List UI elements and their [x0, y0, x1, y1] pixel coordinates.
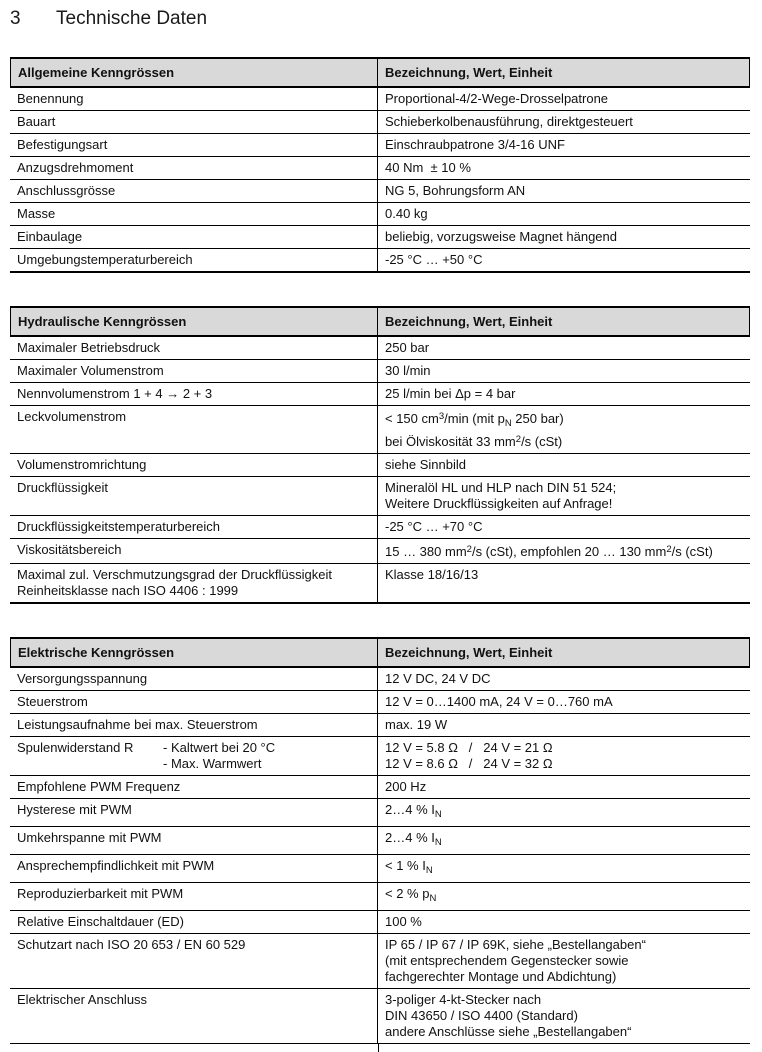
- cell-line: [385, 756, 742, 772]
- table-allgemeine-kenngroessen: [10, 57, 750, 273]
- section-heading: [10, 8, 750, 30]
- cell-line: [385, 937, 742, 953]
- row-label-cell: [10, 406, 378, 453]
- cell-line: [385, 229, 742, 245]
- cell-line: [385, 1024, 742, 1040]
- cell-line: [17, 914, 369, 930]
- cell-line: [385, 858, 742, 879]
- cell-line: [17, 583, 369, 599]
- table-row: [10, 406, 750, 454]
- table-row: [10, 737, 750, 776]
- table-row: [10, 226, 750, 249]
- cell-line: [17, 756, 369, 772]
- table-row: [10, 360, 750, 383]
- cell-line: [17, 409, 369, 425]
- cell-line: [17, 830, 369, 846]
- text-segment: /min (mit p: [444, 411, 505, 426]
- cell-line: [17, 694, 369, 710]
- table-row: [10, 668, 750, 691]
- text-segment: < 2 % p: [385, 886, 430, 901]
- table-header-left: Allgemeine Kenngrössen: [11, 59, 378, 86]
- table-header-row: [10, 57, 750, 88]
- table-row: [10, 477, 750, 516]
- text-segment: /s (cSt): [521, 434, 563, 449]
- cell-line: [17, 137, 369, 153]
- row-label-cell: [10, 516, 378, 538]
- row-value-cell: [378, 737, 750, 775]
- row-value-cell: [378, 249, 750, 271]
- text-segment: 15 … 380 mm: [385, 544, 467, 559]
- text-segment: beliebig, vorzugsweise Magnet hängend: [385, 229, 617, 244]
- cell-line: [17, 717, 369, 733]
- row-label-cell: [10, 454, 378, 476]
- text-segment: 2…4 % I: [385, 802, 435, 817]
- text-segment: Nennvolumenstrom 1 + 4 → 2 + 3: [17, 386, 213, 401]
- row-label-cell: [10, 477, 378, 515]
- text-segment: fachgerechter Montage und Abdichtung): [385, 969, 617, 984]
- text-segment: Relative Einschaltdauer (ED): [17, 914, 184, 929]
- section-title: Technische Daten: [56, 8, 208, 29]
- cell-line: [385, 519, 742, 535]
- cell-line: [385, 953, 742, 969]
- cell-line: [17, 183, 369, 199]
- row-label-cell: [10, 226, 378, 248]
- table-row: [10, 180, 750, 203]
- table-row: [10, 799, 750, 827]
- section-number: 3: [10, 8, 21, 29]
- cell-line: [385, 802, 742, 823]
- row-label-cell: [10, 989, 378, 1043]
- cell-line: [17, 886, 369, 902]
- row-label-cell: [10, 157, 378, 179]
- text-segment: Ansprechempfindlichkeit mit PWM: [17, 858, 215, 873]
- row-label-cell: [10, 827, 378, 854]
- cell-line: [17, 671, 369, 687]
- table-row: [10, 383, 750, 406]
- text-segment: -25 °C … +50 °C: [385, 252, 483, 267]
- row-label-cell: [10, 539, 378, 563]
- text-segment: N: [425, 865, 433, 876]
- row-value-cell: [378, 383, 750, 405]
- row-label-cell: [10, 691, 378, 713]
- row-value-cell: [378, 454, 750, 476]
- table-row: [10, 714, 750, 737]
- table-row: [10, 855, 750, 883]
- text-segment: 12 V = 0…1400 mA, 24 V = 0…760 mA: [385, 694, 613, 709]
- text-segment: Mineralöl HL und HLP nach DIN 51 524;: [385, 480, 617, 495]
- text-segment: /s (cSt), empfohlen 20 … 130 mm: [471, 544, 667, 559]
- cell-line: [385, 886, 742, 907]
- cell-line: [17, 519, 369, 535]
- text-segment: 2…4 % I: [385, 830, 435, 845]
- cell-line: [17, 91, 369, 107]
- table-body: [10, 88, 750, 273]
- table-header-right: Bezeichnung, Wert, Einheit: [385, 645, 553, 660]
- row-label-cell: [10, 799, 378, 826]
- cell-line: [17, 937, 369, 953]
- table-header-row: [10, 306, 750, 337]
- table-row: [10, 883, 750, 911]
- cell-line: [17, 206, 369, 222]
- text-segment: 0.40 kg: [385, 206, 428, 221]
- table-row: [10, 827, 750, 855]
- text-segment: Hysterese mit PWM: [17, 802, 132, 817]
- row-label-cell: [10, 855, 378, 882]
- text-segment: 2: [466, 544, 472, 555]
- table-header-right: Bezeichnung, Wert, Einheit: [385, 65, 553, 80]
- text-segment: (mit entsprechendem Gegenstecker sowie: [385, 953, 629, 968]
- row-label-cell: [10, 134, 378, 156]
- table-row: [10, 134, 750, 157]
- cell-line: [17, 542, 369, 558]
- table-row: [10, 157, 750, 180]
- cell-line: [385, 363, 742, 379]
- text-segment: 3: [438, 411, 445, 422]
- text-segment: andere Anschlüsse siehe „Bestellangaben“: [385, 1024, 632, 1039]
- row-value-cell: [378, 477, 750, 515]
- table-row: [10, 776, 750, 799]
- table-row: [10, 337, 750, 360]
- cell-line: [385, 1008, 742, 1024]
- text-segment: N: [429, 893, 437, 904]
- cell-line: [385, 114, 742, 130]
- text-segment: N: [504, 418, 512, 429]
- text-segment: Elektrischer Anschluss: [17, 992, 148, 1007]
- text-segment: 30 l/min: [385, 363, 431, 378]
- table-row: [10, 691, 750, 714]
- row-value-cell: [378, 827, 750, 854]
- text-segment: Maximaler Betriebsdruck: [17, 340, 161, 355]
- row-value-cell: [378, 989, 750, 1043]
- row-label-cell: [10, 88, 378, 110]
- text-segment: 3-poliger 4-kt-Stecker nach: [385, 992, 542, 1007]
- text-segment: -25 °C … +70 °C: [385, 519, 483, 534]
- row-value-cell: [378, 226, 750, 248]
- table-row: [10, 203, 750, 226]
- table-row: [10, 88, 750, 111]
- text-segment: NG 5, Bohrungsform AN: [385, 183, 526, 198]
- row-value-cell: [378, 934, 750, 988]
- text-segment: Druckflüssigkeit: [17, 480, 109, 495]
- cell-line: [17, 802, 369, 818]
- row-value-cell: [378, 799, 750, 826]
- row-value-cell: [378, 911, 750, 933]
- row-value-cell: [378, 714, 750, 736]
- table-body: [10, 337, 750, 604]
- table-row: [10, 516, 750, 539]
- text-segment: - Max. Warmwert: [163, 756, 262, 771]
- text-segment: Maximal zul. Verschmutzungsgrad der Druckflüssigkeit: [17, 567, 333, 582]
- text-segment: < 150 cm: [385, 411, 439, 426]
- cell-line: [385, 694, 742, 710]
- text-segment: N: [434, 837, 442, 848]
- cell-line: [385, 480, 742, 496]
- row-label-cell: [10, 383, 378, 405]
- cell-line: [385, 914, 742, 930]
- row-value-cell: [378, 337, 750, 359]
- table-row: [10, 249, 750, 273]
- row-label-cell: [10, 668, 378, 690]
- row-value-cell: [378, 668, 750, 690]
- cell-line: [385, 160, 742, 176]
- cell-line: [385, 830, 742, 851]
- table-hydraulische-kenngroessen: [10, 306, 750, 604]
- text-segment: < 1 % I: [385, 858, 426, 873]
- row-label-cell: [10, 714, 378, 736]
- text-segment: Viskositätsbereich: [17, 542, 122, 557]
- text-segment: 12 V = 8.6 Ω / 24 V = 32 Ω: [385, 756, 553, 771]
- row-value-cell: [378, 539, 750, 563]
- text-segment: Versorgungsspannung: [17, 671, 148, 686]
- cell-line: [17, 858, 369, 874]
- cell-line: [385, 542, 742, 560]
- table-header-row: [10, 637, 750, 668]
- cell-line: [17, 252, 369, 268]
- text-segment: 12 V = 5.8 Ω / 24 V = 21 Ω: [385, 740, 553, 755]
- text-segment: 250 bar: [385, 340, 430, 355]
- table-body: [10, 668, 750, 1044]
- text-segment: Reinheitsklasse nach ISO 4406 : 1999: [17, 583, 239, 598]
- text-segment: Proportional-4/2-Wege-Drosselpatrone: [385, 91, 609, 106]
- table-row: [10, 111, 750, 134]
- cell-line: [385, 91, 742, 107]
- cell-line: [17, 567, 369, 583]
- row-label-cell: [10, 360, 378, 382]
- text-segment: Steuerstrom: [17, 694, 88, 709]
- text-segment: siehe Sinnbild: [385, 457, 466, 472]
- row-value-cell: [378, 564, 750, 602]
- text-segment: Klasse 18/16/13: [385, 567, 479, 582]
- cell-line: [385, 252, 742, 268]
- table-elektrische-kenngroessen: [10, 637, 750, 1044]
- text-segment: /s (cSt): [671, 544, 713, 559]
- row-value-cell: [378, 111, 750, 133]
- cell-line: [17, 457, 369, 473]
- text-segment: Volumenstromrichtung: [17, 457, 147, 472]
- text-segment: max. 19 W: [385, 717, 448, 732]
- cell-line: [17, 340, 369, 356]
- cell-line: [17, 740, 369, 756]
- text-segment: 100 %: [385, 914, 422, 929]
- table-row: [10, 911, 750, 934]
- row-label-cell: [10, 737, 378, 775]
- cell-line: [17, 480, 369, 496]
- text-segment: Spulenwiderstand R: [17, 740, 134, 755]
- text-segment: Befestigungsart: [17, 137, 108, 152]
- row-label-cell: [10, 203, 378, 225]
- text-segment: Einbaulage: [17, 229, 83, 244]
- text-segment: bei Ölviskosität 33 mm: [385, 434, 516, 449]
- table-row: [10, 564, 750, 604]
- row-label-cell: [10, 934, 378, 988]
- row-value-cell: [378, 88, 750, 110]
- row-value-cell: [378, 691, 750, 713]
- row-label-cell: [10, 776, 378, 798]
- cell-line: [17, 386, 369, 402]
- text-segment: Druckflüssigkeitstemperaturbereich: [17, 519, 221, 534]
- cell-line: [385, 969, 742, 985]
- text-segment: Reproduzierbarkeit mit PWM: [17, 886, 184, 901]
- cell-line: [17, 779, 369, 795]
- text-segment: Benennung: [17, 91, 84, 106]
- cell-line: [17, 160, 369, 176]
- row-value-cell: [378, 134, 750, 156]
- cell-line: [385, 432, 742, 450]
- cell-line: [385, 183, 742, 199]
- text-segment: Schutzart nach ISO 20 653 / EN 60 529: [17, 937, 246, 952]
- text-segment: - Kaltwert bei 20 °C: [163, 740, 276, 755]
- cell-line: [385, 567, 742, 583]
- row-label-cell: [10, 911, 378, 933]
- cell-line: [385, 137, 742, 153]
- text-segment: 250 bar): [511, 411, 564, 426]
- cell-line: [385, 740, 742, 756]
- text-segment: Schieberkolbenausführung, direktgesteuert: [385, 114, 633, 129]
- text-segment: Bauart: [17, 114, 56, 129]
- text-segment: Einschraubpatrone 3/4-16 UNF: [385, 137, 565, 152]
- text-segment: DIN 43650 / ISO 4400 (Standard): [385, 1008, 578, 1023]
- text-segment: Leckvolumenstrom: [17, 409, 127, 424]
- text-segment: N: [434, 809, 442, 820]
- cell-line: [385, 671, 742, 687]
- table-row: [10, 539, 750, 564]
- text-segment: Umgebungstemperaturbereich: [17, 252, 193, 267]
- row-label-cell: [10, 883, 378, 910]
- cell-line: [385, 457, 742, 473]
- cell-line: [385, 340, 742, 356]
- cell-line: [385, 409, 742, 432]
- text-segment: 12 V DC, 24 V DC: [385, 671, 491, 686]
- row-value-cell: [378, 157, 750, 179]
- row-label-cell: [10, 337, 378, 359]
- row-value-cell: [378, 855, 750, 882]
- row-value-cell: [378, 203, 750, 225]
- text-segment: Empfohlene PWM Frequenz: [17, 779, 181, 794]
- row-label-cell: [10, 564, 378, 602]
- row-value-cell: [378, 776, 750, 798]
- table-header-right: Bezeichnung, Wert, Einheit: [385, 314, 553, 329]
- row-label-cell: [10, 111, 378, 133]
- text-segment: 2: [666, 544, 672, 555]
- text-segment: Weitere Druckflüssigkeiten auf Anfrage!: [385, 496, 613, 511]
- text-segment: Anschlussgrösse: [17, 183, 116, 198]
- text-segment: 40 Nm ± 10 %: [385, 160, 471, 175]
- row-value-cell: [378, 883, 750, 910]
- row-value-cell: [378, 406, 750, 453]
- text-segment: Maximaler Volumenstrom: [17, 363, 164, 378]
- text-segment: IP 65 / IP 67 / IP 69K, siehe „Bestellangaben“: [385, 937, 646, 952]
- cell-line: [17, 114, 369, 130]
- text-segment: Masse: [17, 206, 56, 221]
- table-row: [10, 934, 750, 989]
- text-segment: 2: [515, 434, 522, 445]
- text-segment: 200 Hz: [385, 779, 427, 794]
- table-row: [10, 989, 750, 1044]
- row-value-cell: [378, 516, 750, 538]
- table-row: [10, 454, 750, 477]
- text-segment: 25 l/min bei Δp = 4 bar: [385, 386, 516, 401]
- row-value-cell: [378, 360, 750, 382]
- text-segment: Anzugsdrehmoment: [17, 160, 134, 175]
- cell-line: [17, 992, 369, 1008]
- table-header-left: Elektrische Kenngrössen: [11, 639, 378, 666]
- cell-line: [17, 363, 369, 379]
- text-segment: Leistungsaufnahme bei max. Steuerstrom: [17, 717, 258, 732]
- row-label-cell: [10, 249, 378, 271]
- cell-line: [17, 229, 369, 245]
- cell-line: [385, 779, 742, 795]
- text-segment: Umkehrspanne mit PWM: [17, 830, 162, 845]
- cutoff-divider-stub: [378, 1044, 379, 1052]
- cell-line: [385, 386, 742, 402]
- row-label-cell: [10, 180, 378, 202]
- cell-line: [385, 992, 742, 1008]
- table-header-left: Hydraulische Kenngrössen: [11, 308, 378, 335]
- cell-line: [385, 717, 742, 733]
- cell-line: [385, 496, 742, 512]
- cell-line: [385, 206, 742, 222]
- row-value-cell: [378, 180, 750, 202]
